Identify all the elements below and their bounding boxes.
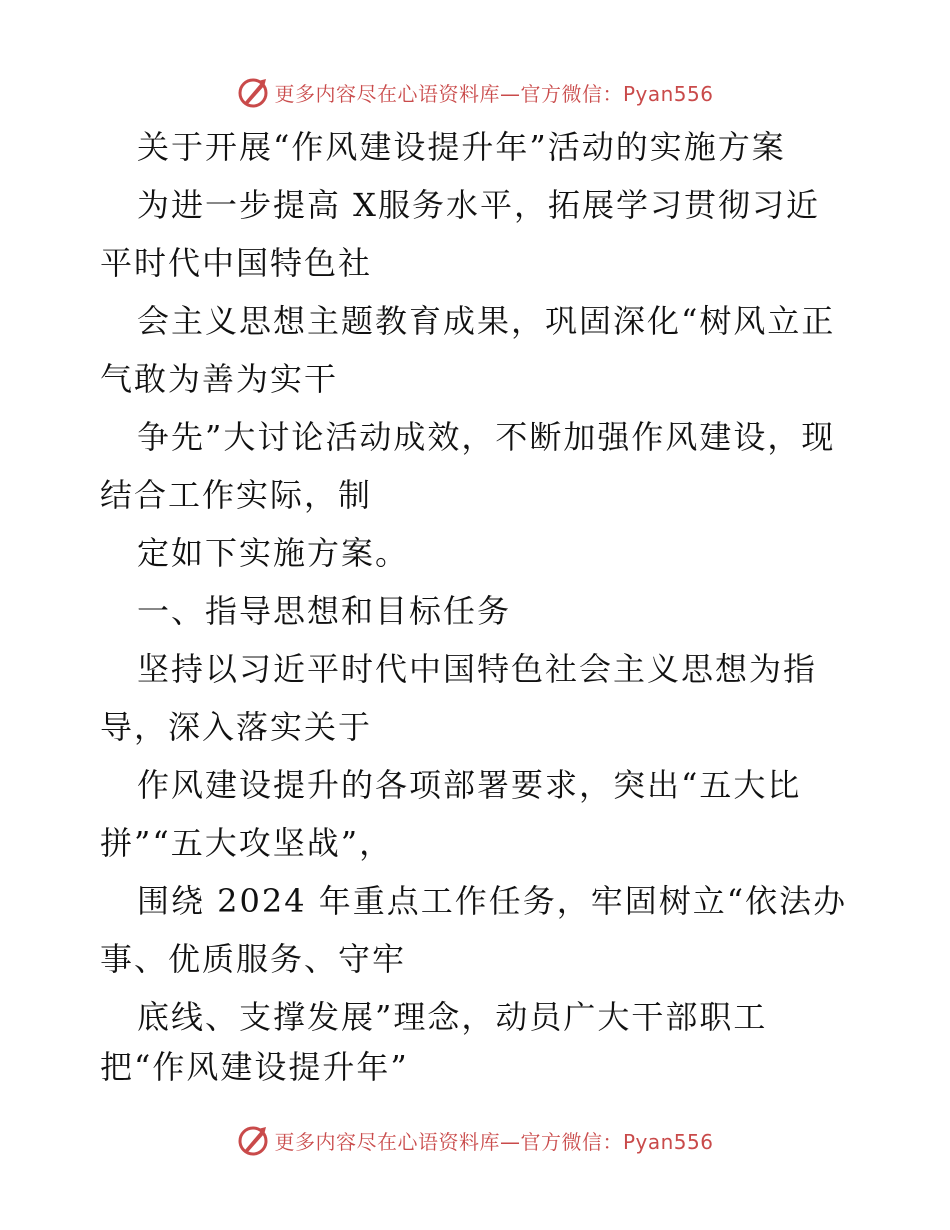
paragraph-line: 导，深入落实关于 [100, 708, 373, 746]
watermark-text: 更多内容尽在心语资料库—官方微信：Pyan556 [274, 81, 714, 106]
paragraph-line: 作风建设提升的各项部署要求，突出“五大比 [137, 766, 802, 804]
paragraph-line: 事、优质服务、守牢 [100, 940, 407, 978]
quill-pen-logo-icon [236, 75, 270, 109]
paragraph-line: 围绕 2024 年重点工作任务，牢固树立“依法办 [137, 882, 848, 920]
watermark-banner-top [0, 72, 950, 112]
section-heading: 一、指导思想和目标任务 [137, 592, 512, 630]
paragraph-line: 坚持以习近平时代中国特色社会主义思想为指 [137, 650, 818, 688]
watermark-banner-bottom [0, 1120, 950, 1160]
watermark-text: 更多内容尽在心语资料库—官方微信：Pyan556 [274, 1129, 714, 1154]
paragraph-line: 把“作风建设提升年” [100, 1048, 409, 1086]
paragraph-line: 拼”“五大攻坚战”， [100, 824, 394, 862]
paragraph-line: 结合工作实际，制 [100, 476, 373, 514]
paragraph-line: 气敢为善为实干 [100, 360, 339, 398]
paragraph-line: 底线、支撑发展”理念，动员广大干部职工 [137, 998, 768, 1036]
quill-pen-logo-icon [236, 1123, 270, 1157]
paragraph-line: 争先”大讨论活动成效，不断加强作风建设，现 [137, 418, 836, 456]
document-title: 关于开展“作风建设提升年”活动的实施方案 [137, 128, 786, 166]
paragraph-line: 定如下实施方案。 [137, 534, 410, 572]
paragraph-line: 平时代中国特色社 [100, 244, 373, 282]
paragraph-line: 会主义思想主题教育成果，巩固深化“树风立正 [137, 302, 836, 340]
paragraph-line: 为进一步提高 X服务水平，拓展学习贯彻习近 [137, 186, 820, 224]
